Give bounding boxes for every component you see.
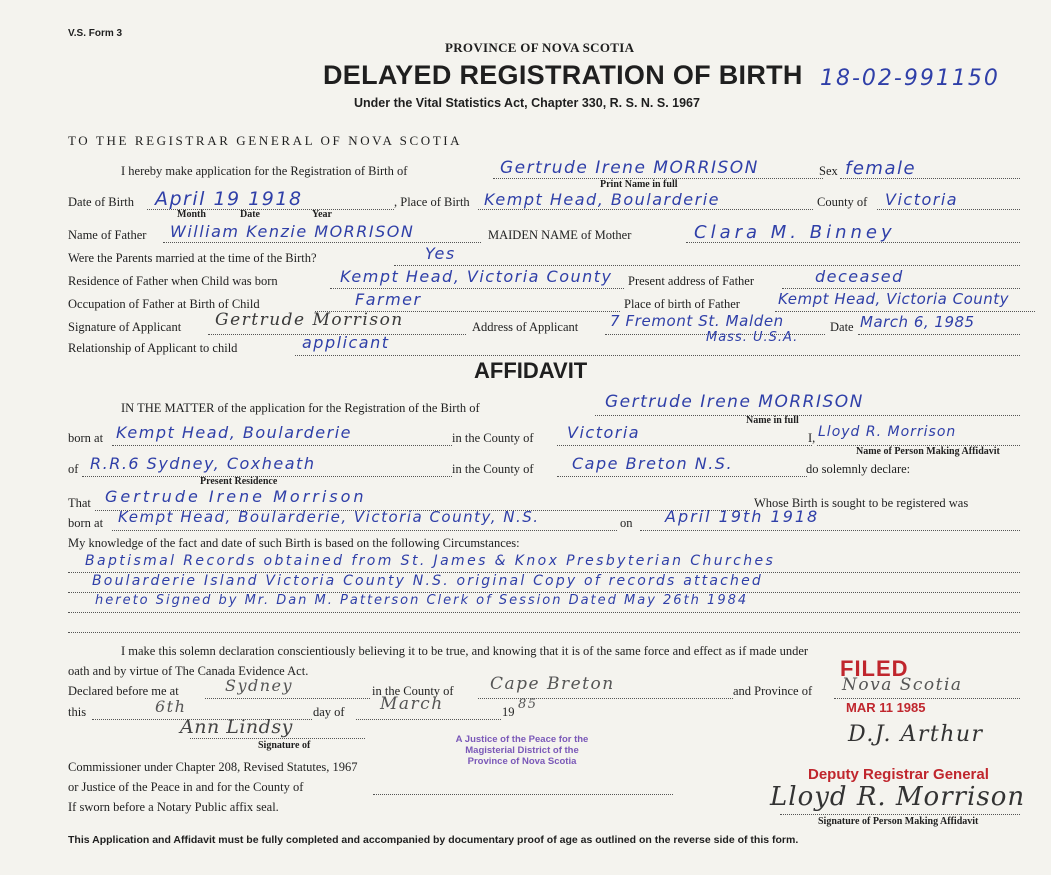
county-of-label-3: in the County of (372, 684, 454, 698)
present-residence-hint: Present Residence (200, 476, 278, 487)
footer-note: This Application and Affidavit must be fully completed and accompanied by documentary proof of age as outlined on the reverse side of this form. (68, 834, 799, 846)
married-value: Yes (425, 244, 456, 263)
print-name-hint: Print Name in full (600, 179, 678, 190)
justice-stamp-line-2: Magisterial District of the (465, 745, 579, 756)
affidavit-title: AFFIDAVIT (474, 358, 588, 383)
signature-of-hint: Signature of (258, 740, 311, 751)
declared-place-value: Sydney (225, 676, 294, 695)
date-line (858, 334, 1020, 335)
married-label: Were the Parents married at the time of the Birth? (68, 251, 317, 265)
county-of-value-2: Cape Breton N.S. (572, 454, 734, 473)
maiden-label: MAIDEN NAME of Mother (488, 228, 632, 242)
commissioner-text: Commissioner under Chapter 208, Revised Statutes, 1967 (68, 760, 358, 774)
solemn-text-1: I make this solemn declaration conscientiously believing it to be true, and knowing that it is of the same force and effect as if made under (121, 644, 809, 658)
child-name-value: Gertrude Irene MORRISON (500, 158, 759, 178)
dob-label: Date of Birth (68, 195, 134, 209)
applicant-signature-value: Gertrude Morrison (215, 310, 404, 330)
justice-text: or Justice of the Peace in and for the County of (68, 780, 304, 794)
month-value: March (380, 694, 444, 714)
solemn-text-2: oath and by virtue of The Canada Evidence Act. (68, 664, 309, 678)
circumstance-line-2: Boularderie Island Victoria County N.S. original Copy of records attached (92, 573, 764, 589)
county-of-label-2: in the County of (452, 462, 534, 476)
born-at-line-2 (112, 530, 617, 531)
present-address-label: Present address of Father (628, 274, 755, 288)
county-of-value-3: Cape Breton (490, 674, 615, 694)
relationship-label: Relationship of Applicant to child (68, 341, 238, 355)
affiant-hint: Name of Person Making Affidavit (856, 446, 1000, 457)
justice-stamp-line-3: Province of Nova Scotia (467, 756, 577, 767)
county-line (877, 209, 1020, 210)
father-birthplace-line (775, 311, 1035, 312)
apply-text: I hereby make application for the Registration of Birth of (121, 164, 408, 178)
sex-label: Sex (819, 164, 838, 178)
occupation-label: Occupation of Father at Birth of Child (68, 297, 260, 311)
form-title: DELAYED REGISTRATION OF BIRTH (323, 60, 803, 90)
year-value: 85 (518, 697, 538, 712)
day-value: 6th (155, 697, 187, 716)
maiden-value: Clara M. Binney (694, 222, 896, 243)
circ-line-3 (68, 612, 1020, 613)
registrar-signature: D.J. Arthur (848, 722, 984, 747)
justice-of-peace-stamp (452, 734, 592, 767)
filed-stamp: FILED (840, 656, 909, 681)
commissioner-sig-line (190, 738, 365, 739)
county-label: County of (817, 195, 868, 209)
dob-value: April 19 1918 (155, 188, 303, 210)
year-hint: Year (312, 209, 332, 220)
circumstance-line-3: hereto Signed by Mr. Dan M. Patterson Clerk of Session Dated May 26th 1984 (95, 593, 749, 608)
date-label: Date (830, 320, 854, 334)
present-address-line (782, 288, 1020, 289)
matter-line (595, 415, 1020, 416)
file-number: 18-02-991150 (820, 66, 1000, 91)
county-value: Victoria (885, 190, 959, 209)
sex-value: female (845, 158, 917, 179)
matter-name-value: Gertrude Irene MORRISON (605, 392, 864, 412)
form-number: V.S. Form 3 (68, 28, 123, 39)
relationship-line (295, 355, 1020, 356)
commissioner-signature: Ann Lindsy (180, 716, 293, 738)
county-of-value: Victoria (567, 423, 641, 442)
pob-line (478, 209, 813, 210)
married-line (394, 265, 1020, 266)
born-at-label-2: born at (68, 516, 104, 530)
father-line (163, 242, 481, 243)
matter-text: IN THE MATTER of the application for the Registration of the Birth of (121, 401, 480, 415)
affiant-signature-hint: Signature of Person Making Affidavit (818, 816, 979, 827)
circ-line-4 (68, 632, 1020, 633)
born-at-value-2: Kempt Head, Boularderie, Victoria County, N.S. (118, 508, 540, 526)
day-of-label: day of (313, 705, 345, 719)
county-of-label: in the County of (452, 431, 534, 445)
name-full-hint: Name in full (746, 415, 799, 426)
whose-text: Whose Birth is sought to be registered was (754, 496, 969, 510)
present-address-value: deceased (815, 267, 904, 286)
declared-place-line (205, 698, 370, 699)
on-label: on (620, 516, 633, 530)
county-of-line-2 (557, 476, 807, 477)
that-value: Gertrude Irene Morrison (105, 487, 367, 506)
this-label: this (68, 705, 87, 719)
father-label: Name of Father (68, 228, 147, 242)
pob-label: , Place of Birth (394, 195, 470, 209)
residence-line (330, 288, 624, 289)
justice-line (373, 794, 673, 795)
born-at-line (112, 445, 452, 446)
address-value-2: Mass. U.S.A. (706, 330, 799, 345)
on-value: April 19th 1918 (665, 507, 820, 526)
declare-text: do solemnly declare: (806, 462, 911, 476)
of-label: of (68, 462, 79, 476)
province-line (834, 698, 1020, 699)
addressee-line: TO THE REGISTRAR GENERAL OF NOVA SCOTIA (68, 133, 463, 148)
relationship-value: applicant (302, 333, 390, 352)
filed-date-stamp: MAR 11 1985 (846, 700, 926, 715)
circumstance-line-1: Baptismal Records obtained from St. James & Knox Presbyterian Churches (85, 553, 776, 569)
province-heading: PROVINCE OF NOVA SCOTIA (445, 40, 635, 55)
address-value: 7 Fremont St. Malden (610, 312, 784, 330)
born-at-label: born at (68, 431, 104, 445)
act-subtitle: Under the Vital Statistics Act, Chapter 330, R. S. N. S. 1967 (354, 96, 700, 110)
residence-value: Kempt Head, Victoria County (340, 267, 613, 286)
i-label: I, (808, 431, 816, 445)
born-at-value: Kempt Head, Boularderie (116, 423, 352, 442)
year-prefix: 19 (502, 705, 515, 719)
residence-label: Residence of Father when Child was born (68, 274, 278, 288)
notary-text: If sworn before a Notary Public affix seal. (68, 800, 279, 814)
county-of-line (557, 445, 812, 446)
justice-stamp-line-1: A Justice of the Peace for the (455, 734, 589, 745)
father-birthplace-value: Kempt Head, Victoria County (778, 290, 1010, 308)
that-label: That (68, 496, 91, 510)
province-label: and Province of (733, 684, 813, 698)
deputy-registrar-stamp: Deputy Registrar General (808, 766, 989, 783)
affiant-sig-line (780, 814, 1020, 815)
date-hint: Date (240, 209, 260, 220)
occupation-value: Farmer (355, 290, 422, 309)
of-value: R.R.6 Sydney, Coxheath (90, 454, 316, 473)
knowledge-text: My knowledge of the fact and date of such Birth is based on the following Circumstances: (68, 536, 520, 550)
pob-value: Kempt Head, Boularderie (484, 190, 720, 209)
address-label: Address of Applicant (472, 320, 579, 334)
father-birthplace-label: Place of birth of Father (624, 297, 740, 311)
affiant-name-value: Lloyd R. Morrison (818, 424, 957, 440)
declared-label: Declared before me at (68, 684, 179, 698)
father-value: William Kenzie MORRISON (170, 222, 415, 241)
month-hint: Month (177, 209, 206, 220)
affiant-signature: Lloyd R. Morrison (770, 782, 1026, 812)
province-value: Nova Scotia (842, 675, 963, 695)
month-line (356, 719, 501, 720)
applicant-signature-label: Signature of Applicant (68, 320, 182, 334)
on-line (640, 530, 1020, 531)
date-value: March 6, 1985 (860, 313, 975, 331)
county-of-line-3 (478, 698, 733, 699)
